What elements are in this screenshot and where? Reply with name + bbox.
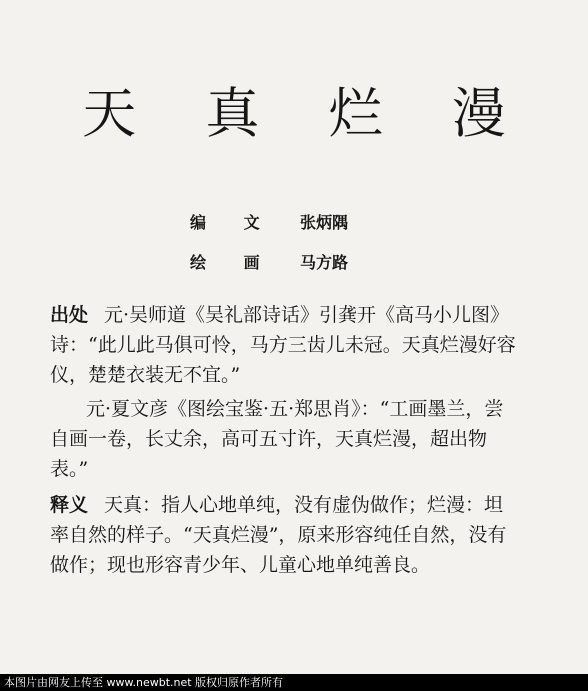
credit-artist — [190, 250, 348, 273]
writer-name: 张炳隅 — [300, 213, 349, 232]
origin-paragraph-2 — [50, 394, 520, 484]
origin-label: 出处 — [50, 304, 89, 326]
origin-text-1: 元·吴师道《吴礼部诗话》引龚开《高马小儿图》诗：“此儿此马俱可怜，马方三齿儿未冠。天真烂漫好容仪，楚楚衣装无不宜。” — [50, 304, 516, 386]
meaning-text: 天真：指人心地单纯，没有虚伪做作；烂漫：坦率自然的样子。“天真烂漫”，原来形容纯任自然，没有做作；现也形容青少年、儿童心地单纯善良。 — [50, 494, 507, 576]
artist-role-label: 绘 画 — [190, 253, 276, 272]
origin-paragraph-1 — [50, 300, 520, 390]
page-title: 天 真 烂 漫 — [82, 82, 532, 145]
writer-role-label: 编 文 — [190, 213, 276, 232]
watermark-footer: 本图片由网友上传至 www.newbt.net 版权归原作者所有 — [0, 674, 588, 691]
meaning-paragraph — [50, 490, 520, 580]
credit-writer — [190, 210, 348, 233]
origin-text-2: 元·夏文彦《图绘宝鉴·五·郑思肖》：“工画墨兰，尝自画一卷，长丈余，高可五寸许，天真烂漫，超出物表。” — [50, 398, 504, 480]
meaning-label: 释义 — [50, 494, 89, 516]
artist-name: 马方路 — [300, 253, 349, 272]
